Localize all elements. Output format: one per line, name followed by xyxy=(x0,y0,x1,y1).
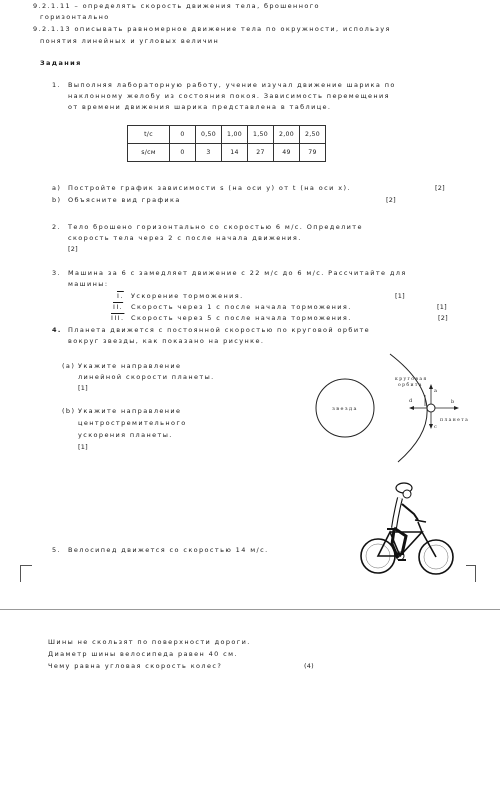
crop-mark-left-top xyxy=(20,565,32,566)
q3-iii-mark: [2] xyxy=(438,314,448,322)
table-cell: 0 xyxy=(170,126,196,144)
q4b-text-2: центростремительного xyxy=(78,419,187,427)
q1-text-3: от времени движения шарика представлена в таблице. xyxy=(68,103,332,111)
table-cell: 79 xyxy=(300,144,326,162)
q4a-label: (a) xyxy=(62,362,76,370)
q1b-text: Объясните вид графика xyxy=(68,196,181,204)
crop-mark-right-top xyxy=(466,565,476,566)
q2-text-2: скорость тела через 2 с после начала движения. xyxy=(68,234,302,242)
q4-text-2: вокруг звезды, как показано на рисунке. xyxy=(68,337,265,345)
table-cell: 2,00 xyxy=(274,126,300,144)
data-table xyxy=(127,125,326,162)
orbit-label-1: круговая xyxy=(395,377,428,382)
cyclist-illustration xyxy=(360,474,460,578)
objective-line-3: 9.2.1.13 описывать равномерное движение тела по окружности, используя xyxy=(33,25,391,33)
q1-text-2: наклонному желобу из состояния покоя. Зависимость перемещения xyxy=(68,92,390,100)
q4b-label: (b) xyxy=(62,407,76,415)
q2-number: 2. xyxy=(52,223,62,231)
q4a-text-1: Укажите направление xyxy=(78,362,182,370)
crop-mark-right xyxy=(475,565,476,582)
crop-mark-left xyxy=(20,565,32,582)
q1a-label: a) xyxy=(52,184,62,192)
q3-iii-label: III. xyxy=(111,314,125,322)
q4b-mark: [1] xyxy=(78,443,88,451)
q1-text-1: Выполняя лабораторную работу, учение изучал движение шарика по xyxy=(68,81,396,89)
table-cell: 2,50 xyxy=(300,126,326,144)
q3-ii-text: Скорость через 1 с после начала торможения. xyxy=(131,303,352,311)
q5-text-1: Велосипед движется со скоростью 14 м/с. xyxy=(68,546,269,554)
q3-number: 3. xyxy=(52,269,62,277)
q4-number: 4. xyxy=(52,326,62,334)
q3-i-label: I. xyxy=(117,292,124,300)
star-label: звезда xyxy=(332,406,358,412)
q4b-text-3: ускорения планеты. xyxy=(78,431,173,439)
arrow-b-head-icon xyxy=(454,406,459,410)
arrow-c-label: c xyxy=(434,424,439,430)
q5-text-4: Чему равна угловая скорость колес? xyxy=(48,662,223,670)
q4-text-1: Планета движется с постоянной скоростью по круговой орбите xyxy=(68,326,371,334)
q1a-mark: [2] xyxy=(435,184,445,192)
q3-ii-mark: [1] xyxy=(437,303,447,311)
q4b-text-1: Укажите направление xyxy=(78,407,182,415)
arrow-a-head-icon xyxy=(429,384,433,389)
arrow-b-label: b xyxy=(451,399,456,405)
table-cell: t/c xyxy=(128,126,170,144)
orbit-label-2: орбита xyxy=(398,383,423,388)
q3-text-2: машины: xyxy=(68,280,109,288)
arrow-d-label: d xyxy=(409,398,414,404)
q5-number: 5. xyxy=(52,546,62,554)
table-cell: 3 xyxy=(196,144,222,162)
section-title: Задания xyxy=(40,59,82,67)
q2-text-1: Тело брошено горизонтально со скоростью 6 м/с. Определите xyxy=(68,223,363,231)
table-cell: 1,50 xyxy=(248,126,274,144)
q1a-text: Постройте график зависимости s (на оси y) от t (на оси x). xyxy=(68,184,351,192)
table-row-time xyxy=(128,126,326,144)
q3-iii-text: Скорость через 5 с после начала торможения. xyxy=(131,314,352,322)
table-cell: 0,50 xyxy=(196,126,222,144)
table-cell: 1,00 xyxy=(222,126,248,144)
objective-line-1: 9.2.1.11 – определять скорость движения тела, брошенного xyxy=(33,2,320,10)
table-cell: 0 xyxy=(170,144,196,162)
q5-text-3: Диаметр шины велосипеда равен 40 см. xyxy=(48,650,238,658)
arrow-d-head-icon xyxy=(409,406,414,410)
table-cell: 27 xyxy=(248,144,274,162)
q1b-label: b) xyxy=(52,196,62,204)
objective-line-4: понятия линейных и угловых величин xyxy=(40,37,220,45)
q1-number: 1. xyxy=(52,81,62,89)
objective-line-2: горизонтально xyxy=(40,13,110,21)
planet-label: планета xyxy=(440,418,470,423)
page-divider xyxy=(0,609,500,610)
q5-mark: (4) xyxy=(304,662,314,670)
orbit-diagram xyxy=(310,350,480,465)
table-cell: s/см xyxy=(128,144,170,162)
q2-mark: [2] xyxy=(68,245,78,253)
q4a-text-2: линейной скорости планеты. xyxy=(78,373,215,381)
planet-circle xyxy=(427,404,435,412)
table-cell: 49 xyxy=(274,144,300,162)
q3-i-mark: [1] xyxy=(395,292,405,300)
table-cell: 14 xyxy=(222,144,248,162)
q1b-mark: [2] xyxy=(386,196,396,204)
arrow-a-label: a xyxy=(434,388,439,394)
q3-ii-label: II. xyxy=(113,303,124,311)
q3-i-text: Ускорение торможения. xyxy=(131,292,244,300)
table-row-distance xyxy=(128,144,326,162)
q5-text-2: Шины не скользят по поверхности дороги. xyxy=(48,638,251,646)
q3-text-1: Машина за 6 с замедляет движение с 22 м/с до 6 м/с. Рассчитайте для xyxy=(68,269,407,277)
arrow-c-head-icon xyxy=(429,424,433,429)
q4a-mark: [1] xyxy=(78,384,88,392)
